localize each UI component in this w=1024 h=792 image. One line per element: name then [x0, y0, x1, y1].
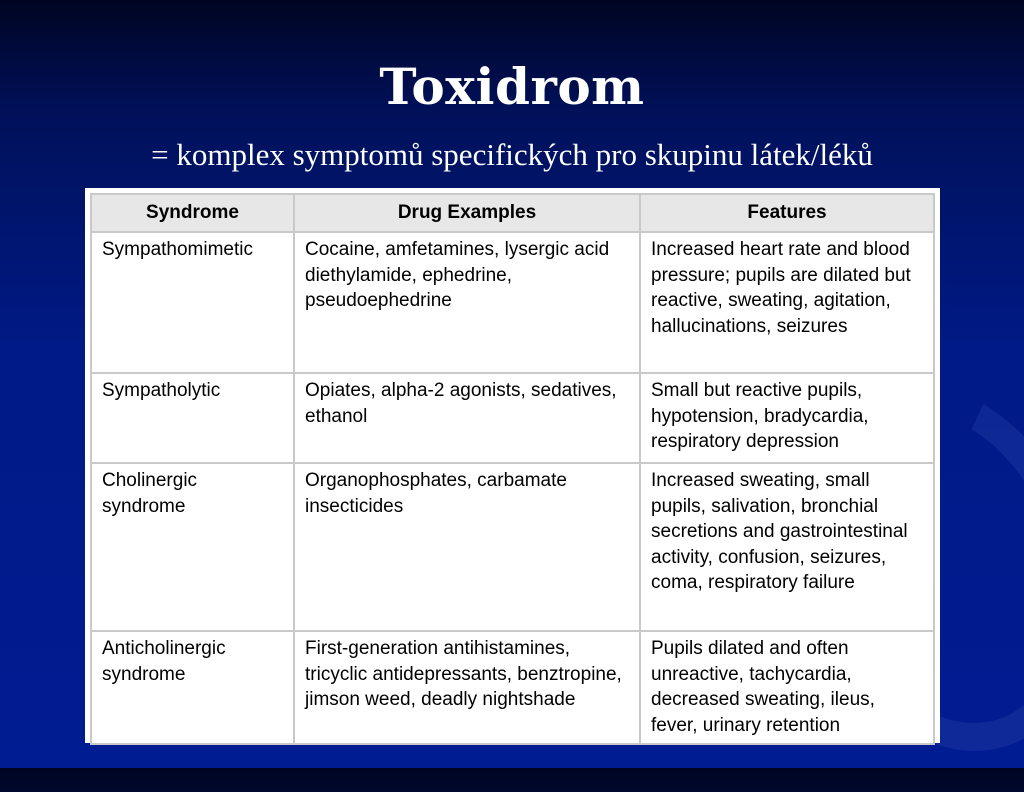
header-syndrome: Syndrome [91, 194, 294, 232]
slide-title: Toxidrom [379, 57, 645, 116]
header-features: Features [640, 194, 934, 232]
cell-drug-examples: Cocaine, amfetamines, lysergic acid diethylamide, ephedrine, pseudoephedrine [294, 232, 640, 373]
cell-syndrome: Cholinergic syndrome [91, 463, 294, 631]
cell-drug-examples: Organophosphates, carbamate insecticides [294, 463, 640, 631]
table-row [91, 232, 934, 373]
toxidrome-table [90, 193, 935, 745]
table-row [91, 631, 934, 744]
cell-features: Increased heart rate and blood pressure; pupils are dilated but reactive, sweating, agitation, hallucinations, seizures [640, 232, 934, 373]
toxidrome-table-container [85, 188, 940, 743]
table-header-row [91, 194, 934, 232]
cell-drug-examples: Opiates, alpha-2 agonists, sedatives, ethanol [294, 373, 640, 463]
table-row [91, 373, 934, 463]
cell-features: Pupils dilated and often unreactive, tachycardia, decreased sweating, ileus, fever, urinary retention [640, 631, 934, 744]
cell-syndrome: Anticholinergic syndrome [91, 631, 294, 744]
cell-features: Increased sweating, small pupils, salivation, bronchial secretions and gastrointestinal activity, confusion, seizures, coma, respiratory failure [640, 463, 934, 631]
cell-syndrome: Sympatholytic [91, 373, 294, 463]
cell-syndrome: Sympathomimetic [91, 232, 294, 373]
header-drug-examples: Drug Examples [294, 194, 640, 232]
cell-drug-examples: First-generation antihistamines, tricyclic antidepressants, benztropine, jimson weed, deadly nightshade [294, 631, 640, 744]
table-row [91, 463, 934, 631]
slide-subtitle: = komplex symptomů specifických pro skupinu látek/léků [151, 137, 873, 172]
cell-features: Small but reactive pupils, hypotension, bradycardia, respiratory depression [640, 373, 934, 463]
